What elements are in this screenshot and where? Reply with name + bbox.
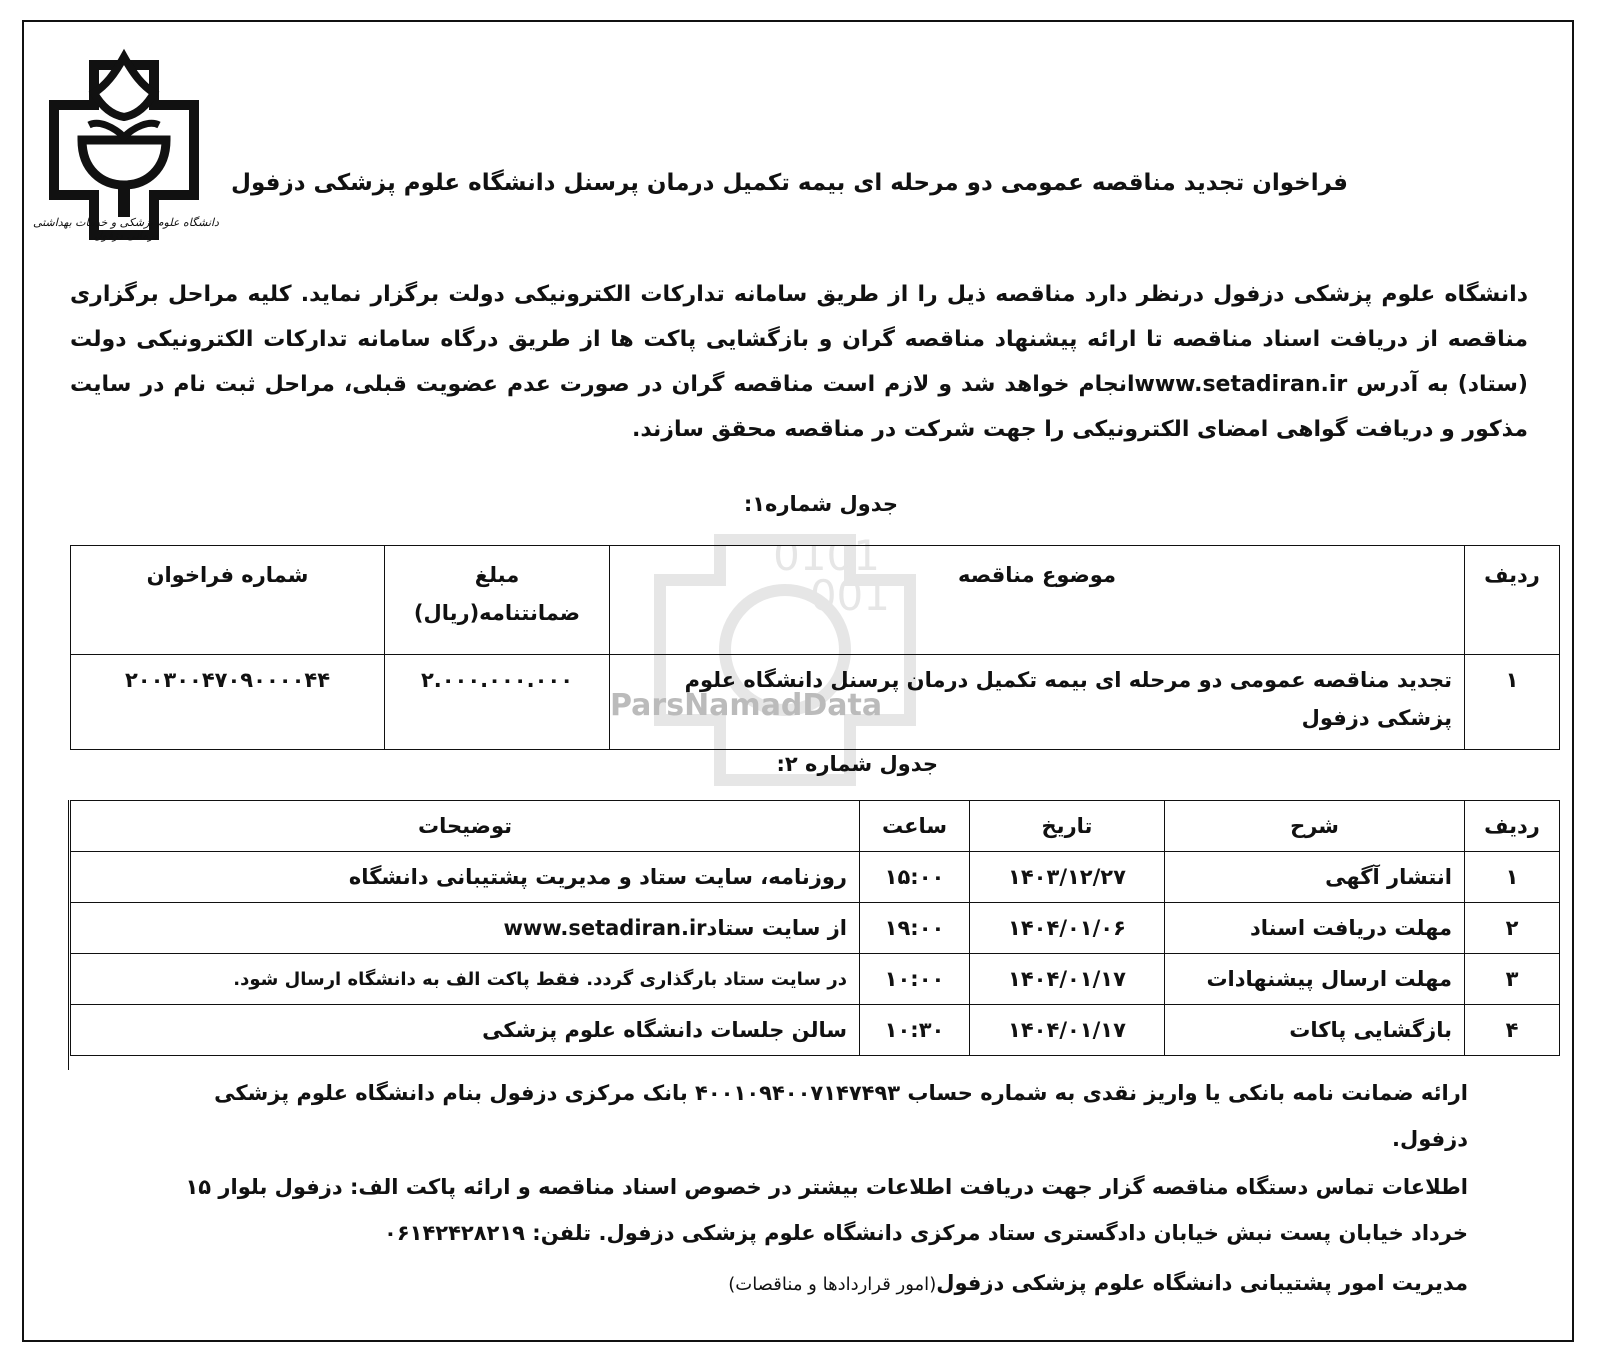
intro-text-part2: انجام خواهد شد و لازم است مناقصه گران در صورت عدم عضویت قبلی، مراحل ثبت نام در سایت مذکور و دریافت گواهی امضای الکترونیکی را جهت شرکت در مناقصه محقق سازند. <box>70 372 1528 442</box>
logo-caption: دانشگاه علوم پزشکی و خدمات بهداشتی درمانی دزفول <box>33 216 219 242</box>
table2-cell-row-number: ۲ <box>1465 903 1560 954</box>
watermark-brand: ParsNamadData <box>610 688 883 723</box>
table2-header-row <box>71 801 1560 852</box>
table2-header-row-number: ردیف <box>1465 801 1560 852</box>
table1-header-subject: موضوع مناقصه <box>610 546 1465 655</box>
table2-cell-row-number: ۱ <box>1465 852 1560 903</box>
table1-header-amount <box>385 546 610 655</box>
table1-cell-subject: تجدید مناقصه عمومی دو مرحله ای بیمه تکمیل درمان پرسنل دانشگاه علوم پزشکی دزفول <box>610 655 1465 750</box>
table-row <box>71 954 1560 1005</box>
intro-url: www.setadiran.ir <box>1134 372 1348 397</box>
table1-caption: جدول شماره۱: <box>743 492 898 516</box>
table-row <box>71 1005 1560 1056</box>
tender-table <box>70 545 1560 750</box>
signature-sub: (امور قراردادها و مناقصات) <box>728 1274 937 1295</box>
table2-header-description: شرح <box>1165 801 1465 852</box>
table-row <box>71 852 1560 903</box>
table2-header-notes: توضیحات <box>71 801 860 852</box>
table2-header-time: ساعت <box>860 801 970 852</box>
table2-cell-time: ۱۰:۰۰ <box>860 954 970 1005</box>
table1-cell-amount: ۲.۰۰۰.۰۰۰.۰۰۰ <box>385 655 610 750</box>
table2-cell-row-number: ۴ <box>1465 1005 1560 1056</box>
table2-header-date: تاریخ <box>970 801 1165 852</box>
guarantee-paragraph: ارائه ضمانت نامه بانکی یا واریز نقدی به شماره حساب ۴۰۰۱۰۹۴۰۰۷۱۴۷۴۹۳ بانک مرکزی دزفول بنام دانشگاه علوم پزشکی دزفول. <box>214 1081 1468 1151</box>
table2-cell-time: ۱۵:۰۰ <box>860 852 970 903</box>
table1-header-call-number: شماره فراخوان <box>71 546 385 655</box>
table2-margin-line <box>68 800 79 1070</box>
table2-cell-time: ۱۹:۰۰ <box>860 903 970 954</box>
table2-cell-date: ۱۴۰۴/۰۱/۱۷ <box>970 1005 1165 1056</box>
table2-cell-description: انتشار آگهی <box>1165 852 1465 903</box>
table2-caption: جدول شماره ۲: <box>776 752 938 776</box>
signature-main: مدیریت امور پشتیبانی دانشگاه علوم پزشکی دزفول <box>936 1271 1468 1295</box>
table2-notes-url: www.setadiran.ir <box>503 916 707 940</box>
contact-paragraph: اطلاعات تماس دستگاه مناقصه گزار جهت دریافت اطلاعات بیشتر در خصوص اسناد مناقصه و ارائه پاکت الف: دزفول بلوار ۱۵ خرداد خیابان پست نبش خیابان دادگستری ستاد مرکزی دانشگاه علوم پزشکی دزفول. تلفن: ۰۶۱۴۲۴۲۸۲۱۹ <box>185 1175 1468 1245</box>
table1-header-row <box>71 546 1560 655</box>
intro-paragraph <box>70 272 1528 452</box>
table2-notes-text: از سایت ستاد <box>706 916 847 940</box>
schedule-table <box>70 800 1560 1056</box>
table2-cell-notes <box>71 903 860 954</box>
table2-cell-description: مهلت دریافت اسناد <box>1165 903 1465 954</box>
table2-cell-time: ۱۰:۳۰ <box>860 1005 970 1056</box>
table2-cell-row-number: ۳ <box>1465 954 1560 1005</box>
table2-cell-notes: در سایت ستاد بارگذاری گردد. فقط پاکت الف به دانشگاه ارسال شود. <box>71 954 860 1005</box>
table1-header-row-number: ردیف <box>1465 546 1560 655</box>
table-row <box>71 655 1560 750</box>
table2-cell-description: مهلت ارسال پیشنهادات <box>1165 954 1465 1005</box>
signature <box>150 1260 1468 1308</box>
svg-text:001: 001 <box>809 571 890 620</box>
table2-cell-date: ۱۴۰۳/۱۲/۲۷ <box>970 852 1165 903</box>
table1-cell-call-number: ۲۰۰۳۰۰۴۷۰۹۰۰۰۰۴۴ <box>71 655 385 750</box>
table2-cell-date: ۱۴۰۴/۰۱/۱۷ <box>970 954 1165 1005</box>
table2-cell-date: ۱۴۰۴/۰۱/۰۶ <box>970 903 1165 954</box>
table-row <box>71 903 1560 954</box>
table1-header-amount-line2: ضمانتنامه(ریال) <box>413 601 581 625</box>
table2-cell-notes: سالن جلسات دانشگاه علوم پزشکی <box>71 1005 860 1056</box>
intro-text-part1: دانشگاه علوم پزشکی دزفول درنظر دارد مناقصه ذیل را از طریق سامانه تدارکات الکترونیکی دولت برگزار نماید. کلیه مراحل برگزاری مناقصه از دریافت اسناد مناقصه تا ارائه پیشنهاد مناقصه گران و بازگشایی پاکت ها از طریق درگاه سامانه تدارکات الکترونیکی دولت (ستاد) به آدرس <box>70 282 1528 397</box>
page-title: فراخوان تجدید مناقصه عمومی دو مرحله ای بیمه تکمیل درمان پرسنل دانشگاه علوم پزشکی دزفول <box>231 170 1348 196</box>
svg-text:0101: 0101 <box>773 531 880 580</box>
table2-cell-description: بازگشایی پاکات <box>1165 1005 1465 1056</box>
table2-cell-notes: روزنامه، سایت ستاد و مدیریت پشتیبانی دانشگاه <box>71 852 860 903</box>
table1-cell-row-number: ۱ <box>1465 655 1560 750</box>
table1-header-amount-line1: مبلغ <box>474 563 520 587</box>
